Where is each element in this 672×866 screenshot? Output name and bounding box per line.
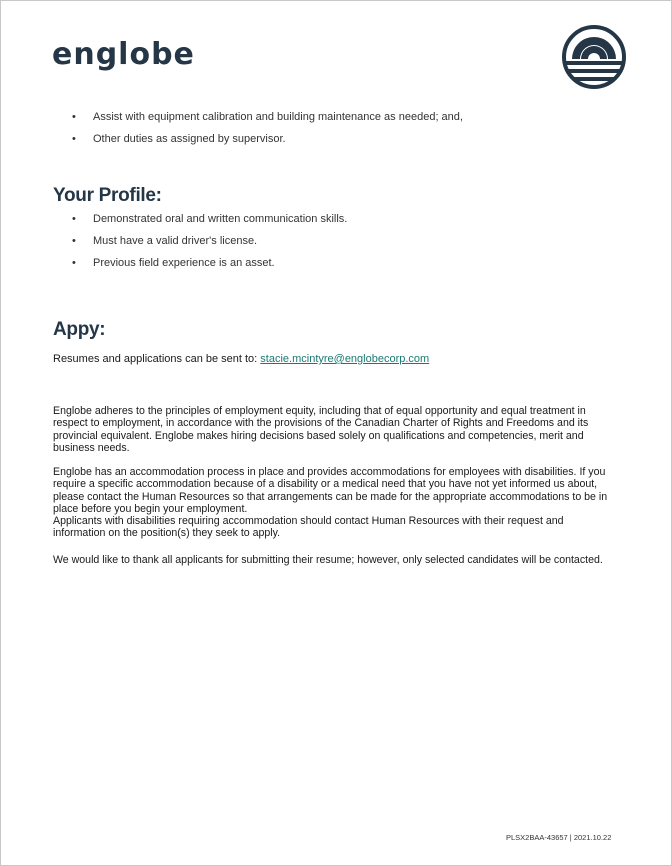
englobe-logo-text: englobe bbox=[52, 37, 195, 72]
list-item: • Demonstrated oral and written communication skills. bbox=[53, 212, 347, 234]
duties-list bbox=[53, 110, 463, 154]
accommodation-contact-paragraph: Applicants with disabilities requiring accommodation should contact Human Resources with their request and information on the position(s) they seek to apply. bbox=[53, 515, 564, 540]
document-footer-code: PLSX2BAA-43657 | 2021.10.22 bbox=[506, 833, 612, 842]
accommodation-paragraph: Englobe has an accommodation process in place and provides accommodations for employees with disabilities. If you require a specific accommodation because of a disability or a medical need that you have not yet informed us about, please contact the Human Resources so that arrangements can be made for the appropriate accommodations to be in place before you begin your employment. bbox=[53, 466, 608, 515]
englobe-wave-mark-icon bbox=[562, 25, 626, 89]
email-link[interactable]: stacie.mcintyre@englobecorp.com bbox=[260, 353, 430, 365]
resumes-text: Resumes and applications can be sent to: bbox=[53, 353, 261, 365]
resumes-paragraph bbox=[53, 353, 615, 365]
list-item: • Other duties as assigned by supervisor. bbox=[53, 132, 463, 154]
list-item: • Must have a valid driver's license. bbox=[53, 234, 347, 256]
list-item: • Previous field experience is an asset. bbox=[53, 256, 347, 278]
list-item: • Assist with equipment calibration and building maintenance as needed; and, bbox=[53, 110, 463, 132]
profile-list bbox=[53, 212, 347, 279]
apply-heading: Appy: bbox=[53, 319, 106, 340]
profile-heading: Your Profile: bbox=[53, 185, 162, 206]
thanks-paragraph: We would like to thank all applicants for submitting their resume; however, only selected candidates will be contacted. bbox=[53, 554, 603, 566]
equity-paragraph: Englobe adheres to the principles of employment equity, including that of equal opportunity and equal treatment in respect to employment, in accordance with the provisions of the Canadian Charter of Rights and Freedoms and its provincial equivalent. Englobe makes hiring decisions based solely on qualifications and competencies, merit and business needs. bbox=[53, 405, 589, 454]
accommodation-block bbox=[53, 466, 615, 540]
